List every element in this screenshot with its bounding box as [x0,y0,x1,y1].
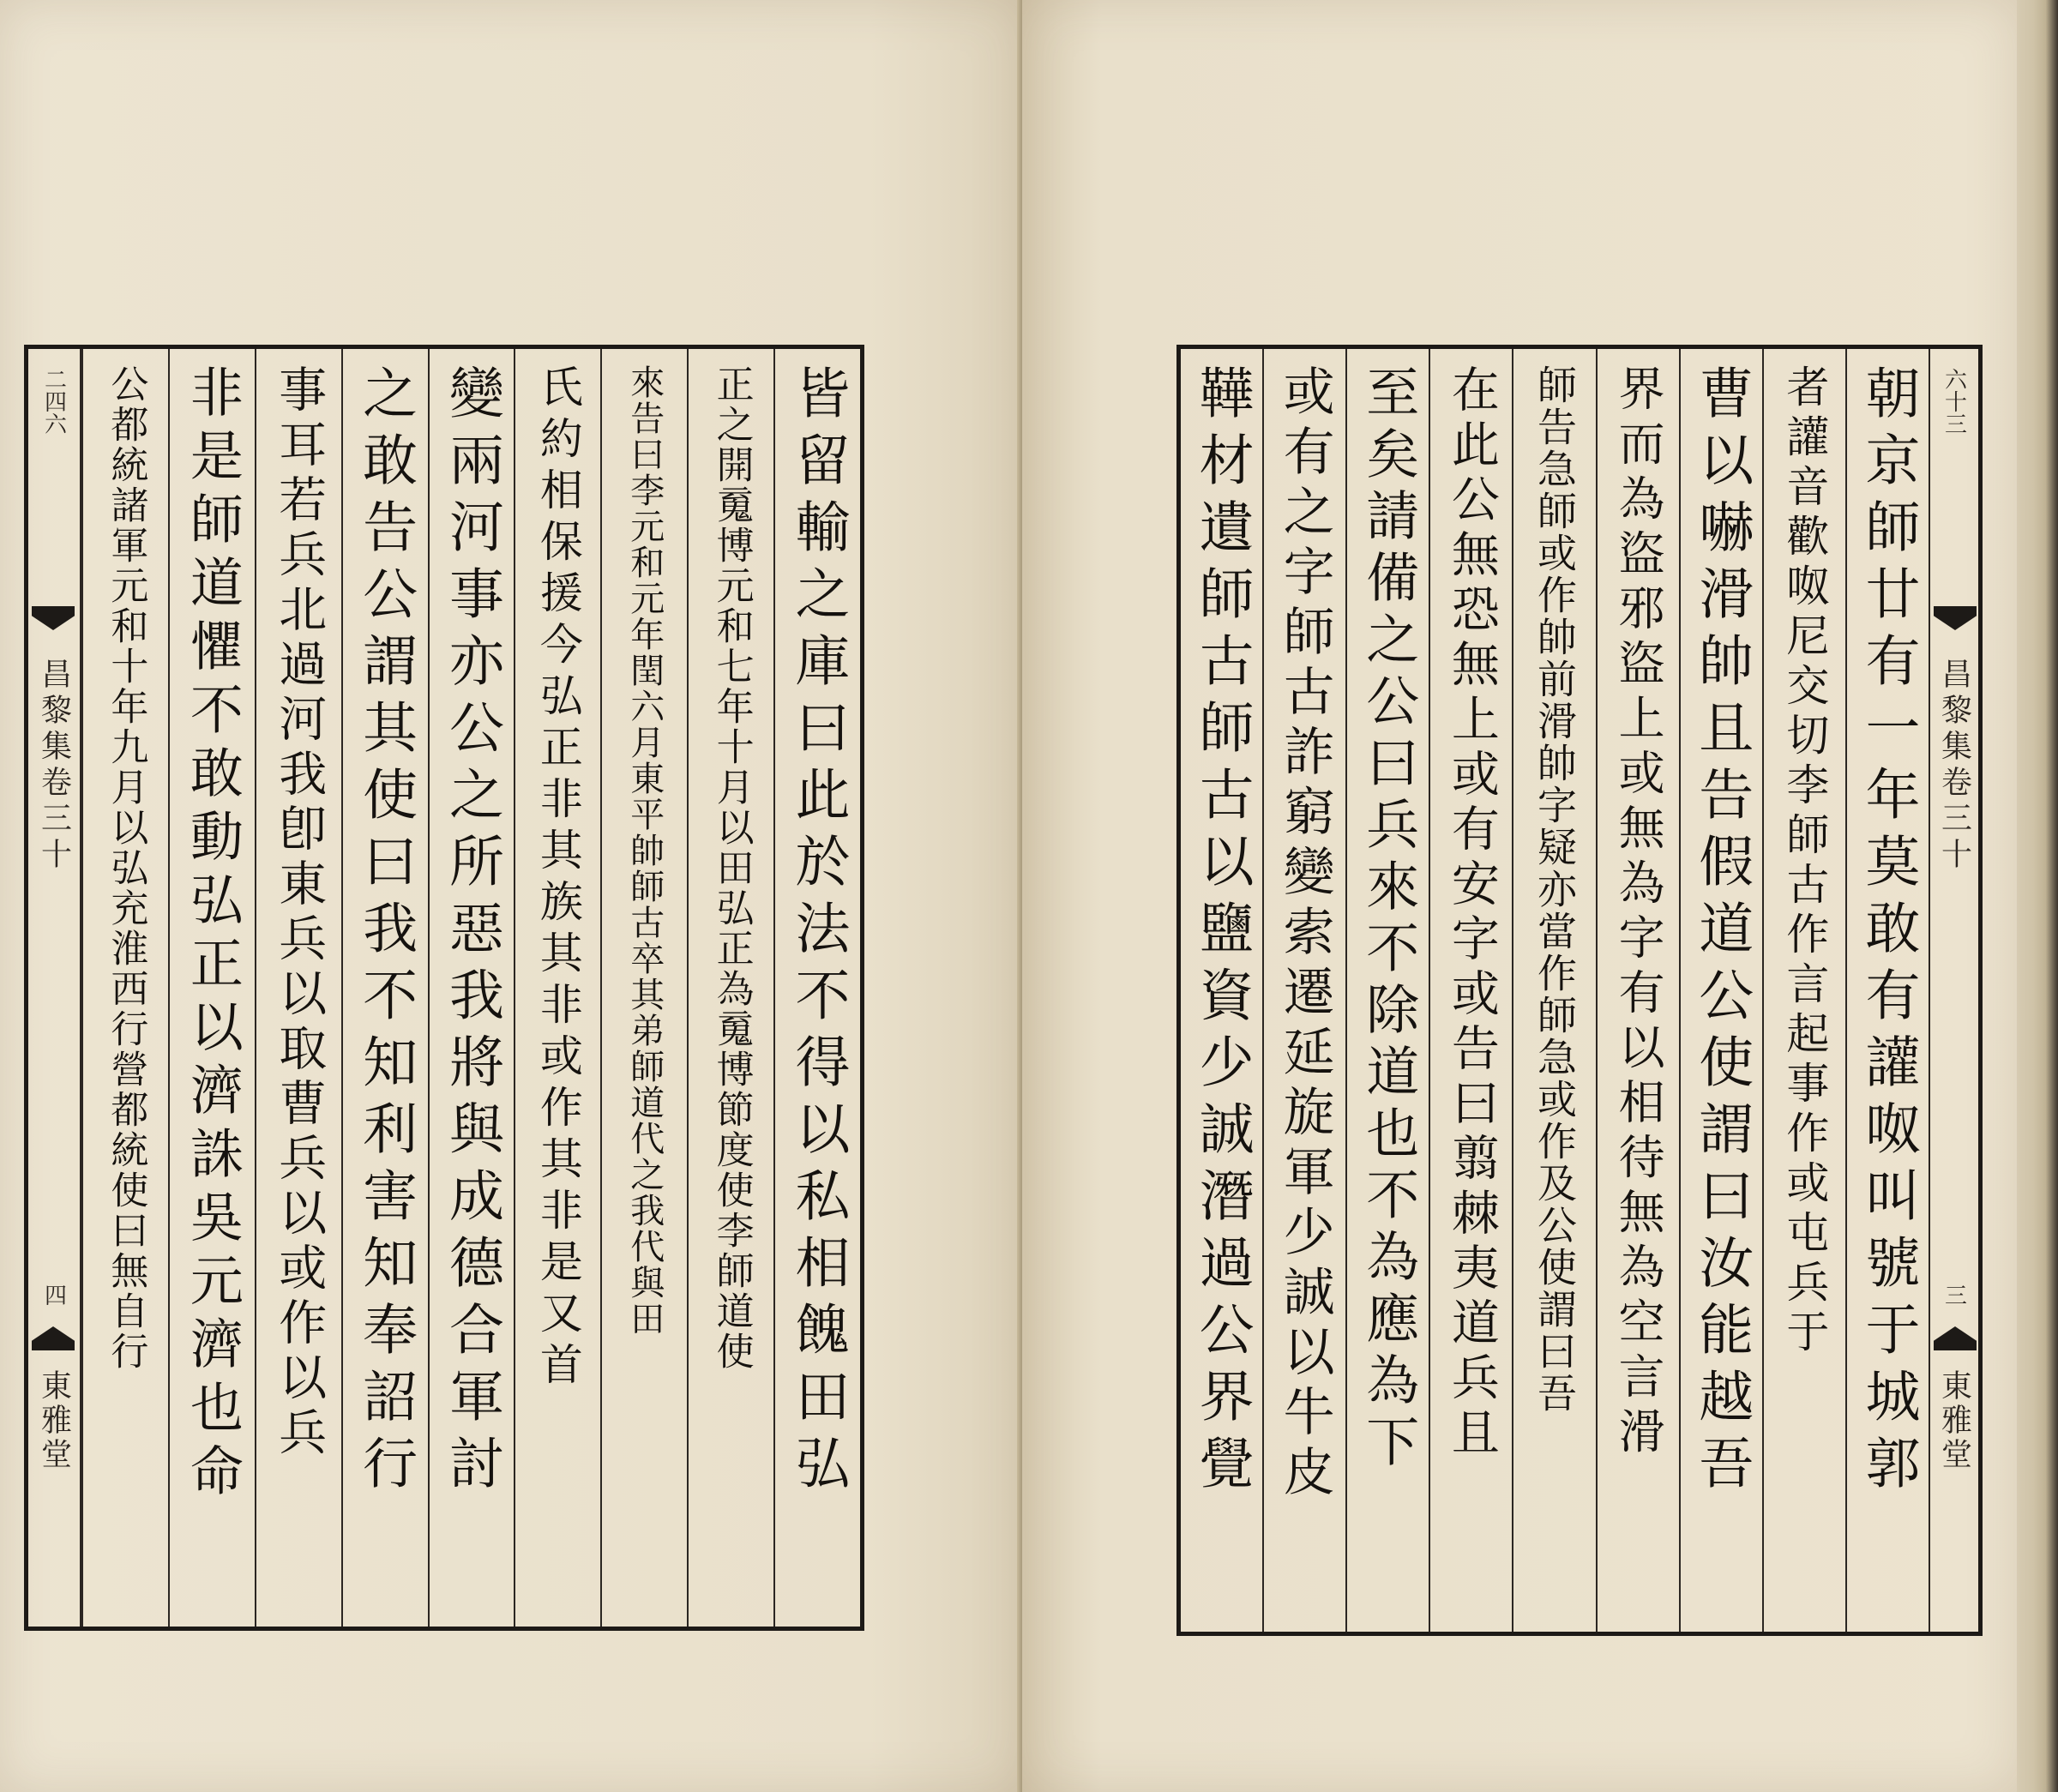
left-column-3: 來告曰李元和元年閏六月東平帥師古卒其弟師道代之我代與田 [600,349,687,1627]
right-column-1: 朝京師廿有一年莫敢有讙呶叫號于城郭 [1845,349,1929,1632]
left-banxin [28,349,81,1627]
left-column-1: 皆留輸之庫曰此於法不得以私相餽田弘 [773,349,860,1627]
right-banxin [1929,349,1978,1632]
left-columns [28,349,860,1627]
right-fish-tail-bottom [1934,1326,1977,1350]
right-column-4: 界而為盜邪盜上或無為字有以相待無為空言滑 [1596,349,1679,1632]
left-text-frame [24,345,864,1631]
left-column-8: 非是師道懼不敢動弘正以濟誅吳元濟也命 [168,349,255,1627]
right-page [1022,0,2017,1792]
right-margin-page: 三 [1941,1284,1967,1306]
left-column-2: 正之開䰟博元和七年十月以田弘正為䰟博節度使李師道使 [687,349,773,1627]
right-column-7: 至矣請備之公曰兵來不除道也不為應為下 [1345,349,1429,1632]
left-page [0,0,1022,1792]
page-stack-edge [2017,0,2058,1792]
left-column-4: 氏約相保援今弘正非其族其非或作其非是又首 [514,349,600,1627]
left-fish-tail-top [32,606,75,630]
left-column-5: 變兩河事亦公之所惡我將與成德合軍討 [428,349,514,1627]
right-text-frame [1176,345,1983,1636]
left-margin-title: 昌黎集卷三十 [36,658,72,874]
right-margin-hall: 東雅堂 [1936,1369,1972,1472]
left-margin-hall: 東雅堂 [36,1369,72,1472]
left-margin-top: 二四六 [40,368,67,435]
left-column-7: 事耳若兵北過河我卽東兵以取曹兵以或作以兵 [255,349,341,1627]
left-column-6: 之敢告公謂其使曰我不知利害知奉詔行 [341,349,428,1627]
right-column-5: 師告急師或作帥前滑帥字疑亦當作師急或作及公使謂曰吾 [1512,349,1595,1632]
right-margin-title: 昌黎集卷三十 [1936,658,1972,874]
left-fish-tail-bottom [32,1326,75,1350]
right-fish-tail-top [1934,606,1977,630]
left-column-9: 公都統諸軍元和十年九月以弘充淮西行營都統使曰無自行 [81,349,168,1627]
right-margin-top: 六十三 [1941,368,1967,435]
right-column-8: 或有之字師古詐窮變索遷延旋軍少誠以牛皮 [1262,349,1345,1632]
right-column-3: 曹以嚇滑帥且告假道公使謂曰汝能越吾 [1679,349,1762,1632]
right-column-2: 者讙音歡呶尼交切李師古作言起事作或屯兵于 [1762,349,1845,1632]
right-column-9: 鞾材遺師古師古以鹽資少誠潛過公界覺 [1189,364,1254,1501]
left-margin-page: 四 [40,1284,67,1306]
right-columns [1181,349,1978,1632]
right-column-6: 在此公無恐無上或有安字或告曰翦棘夷道兵且 [1429,349,1512,1632]
